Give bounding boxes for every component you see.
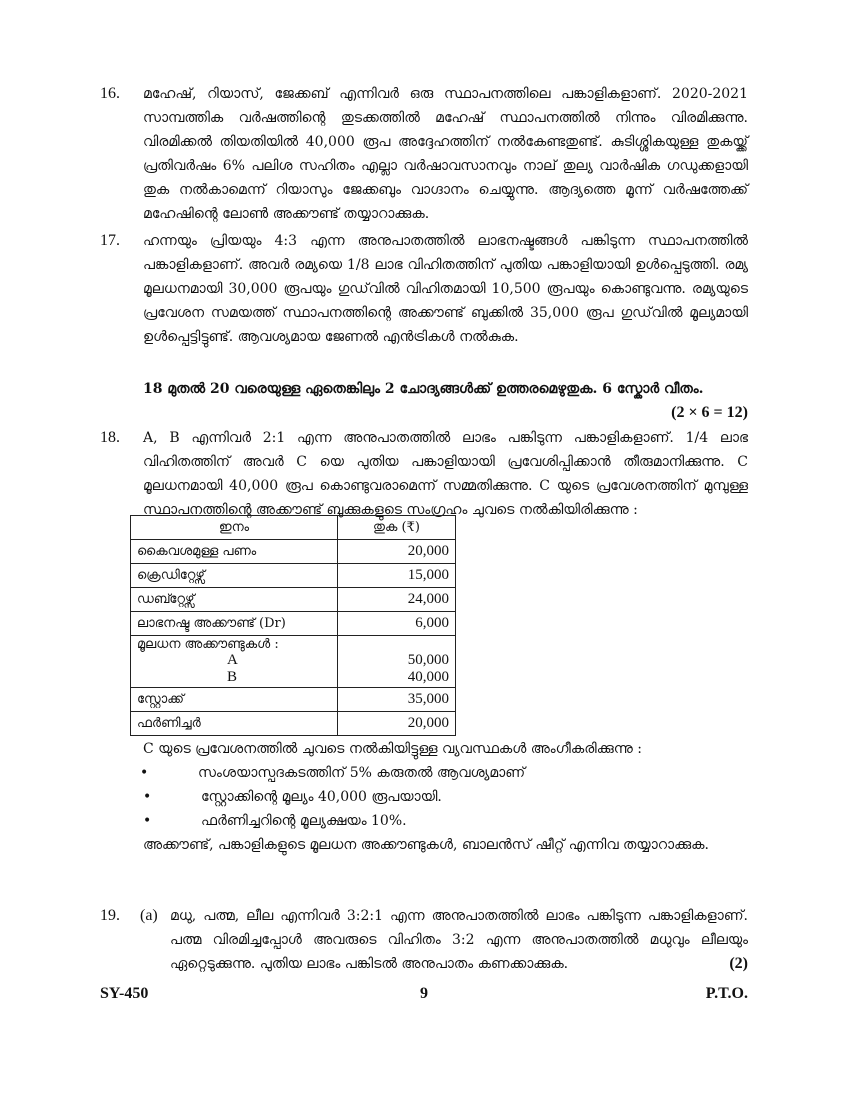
item-cell <box>131 636 338 688</box>
question-number: 17. <box>100 232 120 249</box>
question-19 <box>100 904 748 976</box>
item-cell: ക്രെഡിറ്റേഴ്സ് <box>131 564 338 588</box>
please-turn-over: P.T.O. <box>705 985 748 1002</box>
question-17 <box>100 229 748 349</box>
section-marks: (2 × 6 = 12) <box>671 404 748 421</box>
balance-summary-table <box>130 515 456 736</box>
amount-cell: 20,000 <box>338 540 456 564</box>
partner-a-amount: 50,000 <box>407 652 449 668</box>
partner-b-label: B <box>227 669 238 685</box>
item-cell: ലാഭനഷ്ട അക്കൗണ്ട് (Dr) <box>131 612 338 636</box>
table-row <box>131 588 456 612</box>
table-row <box>131 712 456 736</box>
paper-code: SY-450 <box>100 985 149 1002</box>
section-instruction <box>143 378 748 424</box>
question-number: 19. <box>100 907 120 924</box>
task-text: അക്കൗണ്ട്, പങ്കാളികളുടെ മൂലധന അക്കൗണ്ടുകൾ, ബാലൻസ് ഷീറ്റ് എന്നിവ തയ്യാറാക്കുക. <box>143 837 709 853</box>
question-text: മഹേഷ്, റിയാസ്, ജേക്കബ് എന്നിവർ ഒരു സ്ഥാപനത്തിലെ പങ്കാളികളാണ്. 2020-2021 സാമ്പത്തിക വർഷത്തിന്റെ തുടക്കത്തിൽ മഹേഷ് സ്ഥാപനത്തിൽ നിന്നും വിരമിക്കുന്നു. വിരമിക്കൽ തിയതിയിൽ 40,000 രൂപ അദ്ദേഹത്തിന് നൽകേണ്ടതുണ്ട്. കുടിശ്ശികയുള്ള തുകയ്ക്ക് പ്രതിവർഷം 6% പലിശ സഹിതം എല്ലാ വർഷാവസാനവും നാല് തുല്യ വാർഷിക ഗഡുക്കളായി തുക നൽകാമെന്ന് റിയാസും ജേക്കബും വാഗ്ദാനം ചെയ്യുന്നു. ആദ്യത്തെ മൂന്ന് വർഷത്തേക്ക് മഹേഷിന്റെ ലോൺ അക്കൗണ്ട് തയ്യാറാക്കുക. <box>143 86 748 222</box>
amount-cell <box>338 636 456 688</box>
question-text: A, B എന്നിവർ 2:1 എന്ന അനുപാതത്തിൽ ലാഭം പങ്കിടുന്ന പങ്കാളികളാണ്. 1/4 ലാഭ വിഹിതത്തിന് അവർ C യെ പുതിയ പങ്കാളിയായി പ്രവേശിപ്പിക്കാൻ തീരുമാനിക്കുന്നു. C മൂലധനമായി 40,000 രൂപ കൊണ്ടുവരാമെന്ന് സമ്മതിക്കുന്നു. C യുടെ പ്രവേശനത്തിന് മുമ്പുള്ള സ്ഥാപനത്തിന്റെ അക്കൗണ്ട് ബുക്കുകളുടെ സംഗ്രഹം ചുവടെ നൽകിയിരിക്കുന്നു : <box>143 430 748 518</box>
question-text: ഹന്നയും പ്രിയയും 4:3 എന്ന അനുപാതത്തിൽ ലാഭനഷ്ടങ്ങൾ പങ്കിടുന്ന സ്ഥാപനത്തിൽ പങ്കാളികളാണ്. അവർ രമ്യയെ 1/8 ലാഭ വിഹിതത്തിന് പുതിയ പങ്കാളിയായി ഉൾപ്പെടുത്തി. രമ്യ മൂലധനമായി 30,000 രൂപയും ഗുഡ്‌വിൽ വിഹിതമായി 10,500 രൂപയും കൊണ്ടുവന്നു. രമ്യയുടെ പ്രവേശന സമയത്ത് സ്ഥാപനത്തിന്റെ അക്കൗണ്ട് ബുക്കിൽ 35,000 രൂപ ഗുഡ്‌വിൽ മൂല്യമായി ഉൾപ്പെട്ടിട്ടുണ്ട്. ആവശ്യമായ ജേണൽ എൻട്രികൾ നൽകുക. <box>143 233 748 345</box>
item-cell: കൈവശമുള്ള പണം <box>131 540 338 564</box>
table-row <box>131 564 456 588</box>
amount-cell: 6,000 <box>338 612 456 636</box>
table-row <box>131 612 456 636</box>
question-marks: (2) <box>729 955 748 972</box>
question-part: (a) <box>140 907 158 924</box>
conditions-intro: C യുടെ പ്രവേശനത്തിൽ ചുവടെ നൽകിയിട്ടുള്ള വ്യവസ്ഥകൾ അംഗീകരിക്കുന്നു : <box>143 741 642 757</box>
question-18-conditions <box>143 737 748 857</box>
item-cell: ഫർണിച്ചർ <box>131 712 338 736</box>
partner-a-label: A <box>227 652 238 668</box>
partner-b-amount: 40,000 <box>407 669 449 685</box>
item-cell: ഡബ്റ്റേഴ്സ് <box>131 588 338 612</box>
amount-cell: 15,000 <box>338 564 456 588</box>
question-16 <box>100 82 748 226</box>
condition-item: • സംശയാസ്പദകടത്തിന് 5% കരുതൽ ആവശ്യമാണ് <box>140 761 745 785</box>
table-header-row <box>131 516 456 540</box>
question-text: മധു, പത്മ, ലീല എന്നിവർ 3:2:1 എന്ന അനുപാതത്തിൽ ലാഭം പങ്കിടുന്ന പങ്കാളികളാണ്. പത്മ വിരമിച്ചപ്പോൾ അവരുടെ വിഹിതം 3:2 എന്ന അനുപാതത്തിൽ മധുവും ലീലയും ഏറ്റെടുക്കുന്നു. പുതിയ ലാഭം പങ്കിടൽ അനുപാതം കണക്കാക്കുക. <box>170 908 748 972</box>
capital-label: മൂലധന അക്കൗണ്ടുകൾ : <box>137 637 279 652</box>
column-header: ഇനം <box>131 516 338 540</box>
question-number: 18. <box>100 429 120 446</box>
amount-cell: 35,000 <box>338 688 456 712</box>
condition-item: • സ്റ്റോക്കിന്റെ മൂല്യം 40,000 രൂപയായി. <box>143 785 748 809</box>
item-cell: സ്റ്റോക്ക് <box>131 688 338 712</box>
column-header: തുക (₹) <box>338 516 456 540</box>
table-row <box>131 688 456 712</box>
amount-cell: 20,000 <box>338 712 456 736</box>
question-18 <box>100 426 748 522</box>
condition-item: • ഫർണിച്ചറിന്റെ മൂല്യക്ഷയം 10%. <box>143 809 748 833</box>
question-number: 16. <box>100 85 120 102</box>
page-number: 9 <box>420 985 428 1002</box>
instruction-text: 18 മുതൽ 20 വരെയുള്ള ഏതെങ്കിലും 2 ചോദ്യങ്ങൾക്ക് ഉത്തരമെഴുതുക. 6 സ്കോർ വീതം. <box>143 381 704 397</box>
table-row <box>131 540 456 564</box>
table-row-capital <box>131 636 456 688</box>
amount-cell: 24,000 <box>338 588 456 612</box>
